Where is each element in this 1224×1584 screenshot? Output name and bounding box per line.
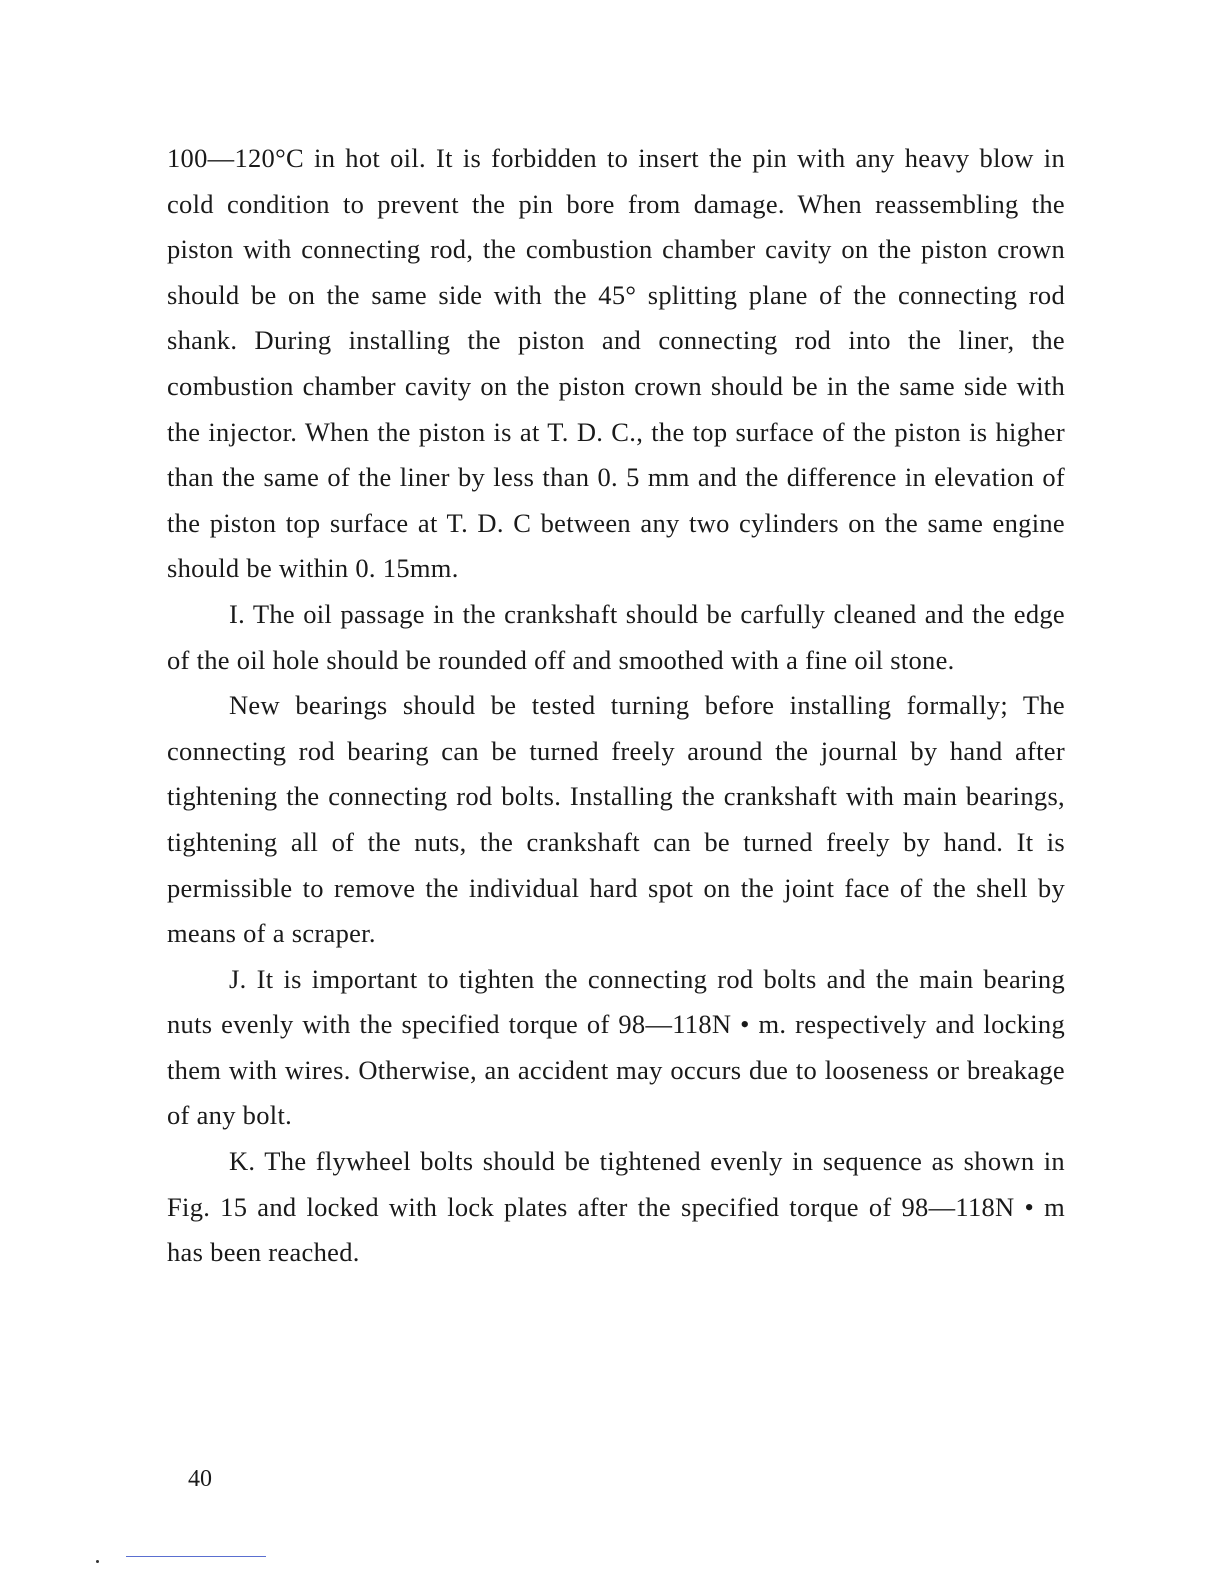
paragraph-new-bearings: New bearings should be tested turning before installing formally; The connecting rod bearing can be turned freely around the journal by hand after tightening the connecting rod bolts. Installing the crankshaft with main bearings, tightening all of the nuts, the crankshaft can be turned freely by hand. It is permissible to remove the individual hard spot on the joint face of the shell by means of a scraper. [167, 690, 1065, 949]
paragraph-item-k-flywheel-bolts: K. The flywheel bolts should be tightened evenly in sequence as shown in Fig. 15 and locked with lock plates after the specified torque of 98—118N • m has been reached. [167, 1146, 1065, 1268]
body-text [167, 136, 1065, 1276]
footer-rule [126, 1556, 266, 1557]
margin-dot [96, 1560, 99, 1563]
paragraph-piston-assembly: 100—120°C in hot oil. It is forbidden to insert the pin with any heavy blow in cold condition to prevent the pin bore from damage. When reassembling the piston with connecting rod, the combustion chamber cavity on the piston crown should be on the same side with the 45° splitting plane of the connecting rod shank. During installing the piston and connecting rod into the liner, the combustion chamber cavity on the piston crown should be in the same side with the injector. When the piston is at T. D. C., the top surface of the piston is higher than the same of the liner by less than 0. 5 mm and the difference in elevation of the piston top surface at T. D. C between any two cylinders on the same engine should be within 0. 15mm. [167, 143, 1065, 584]
page-number: 40 [188, 1466, 212, 1492]
paragraph-item-j-bolt-torque: J. It is important to tighten the connecting rod bolts and the main bearing nuts evenly with the specified torque of 98—118N • m. respectively and locking them with wires. Otherwise, an accident may occurs due to looseness or breakage of any bolt. [167, 963, 1065, 1131]
paragraph-item-i-oil-passage: I. The oil passage in the crankshaft should be carfully cleaned and the edge of the oil hole should be rounded off and smoothed with a fine oil stone. [167, 598, 1065, 675]
